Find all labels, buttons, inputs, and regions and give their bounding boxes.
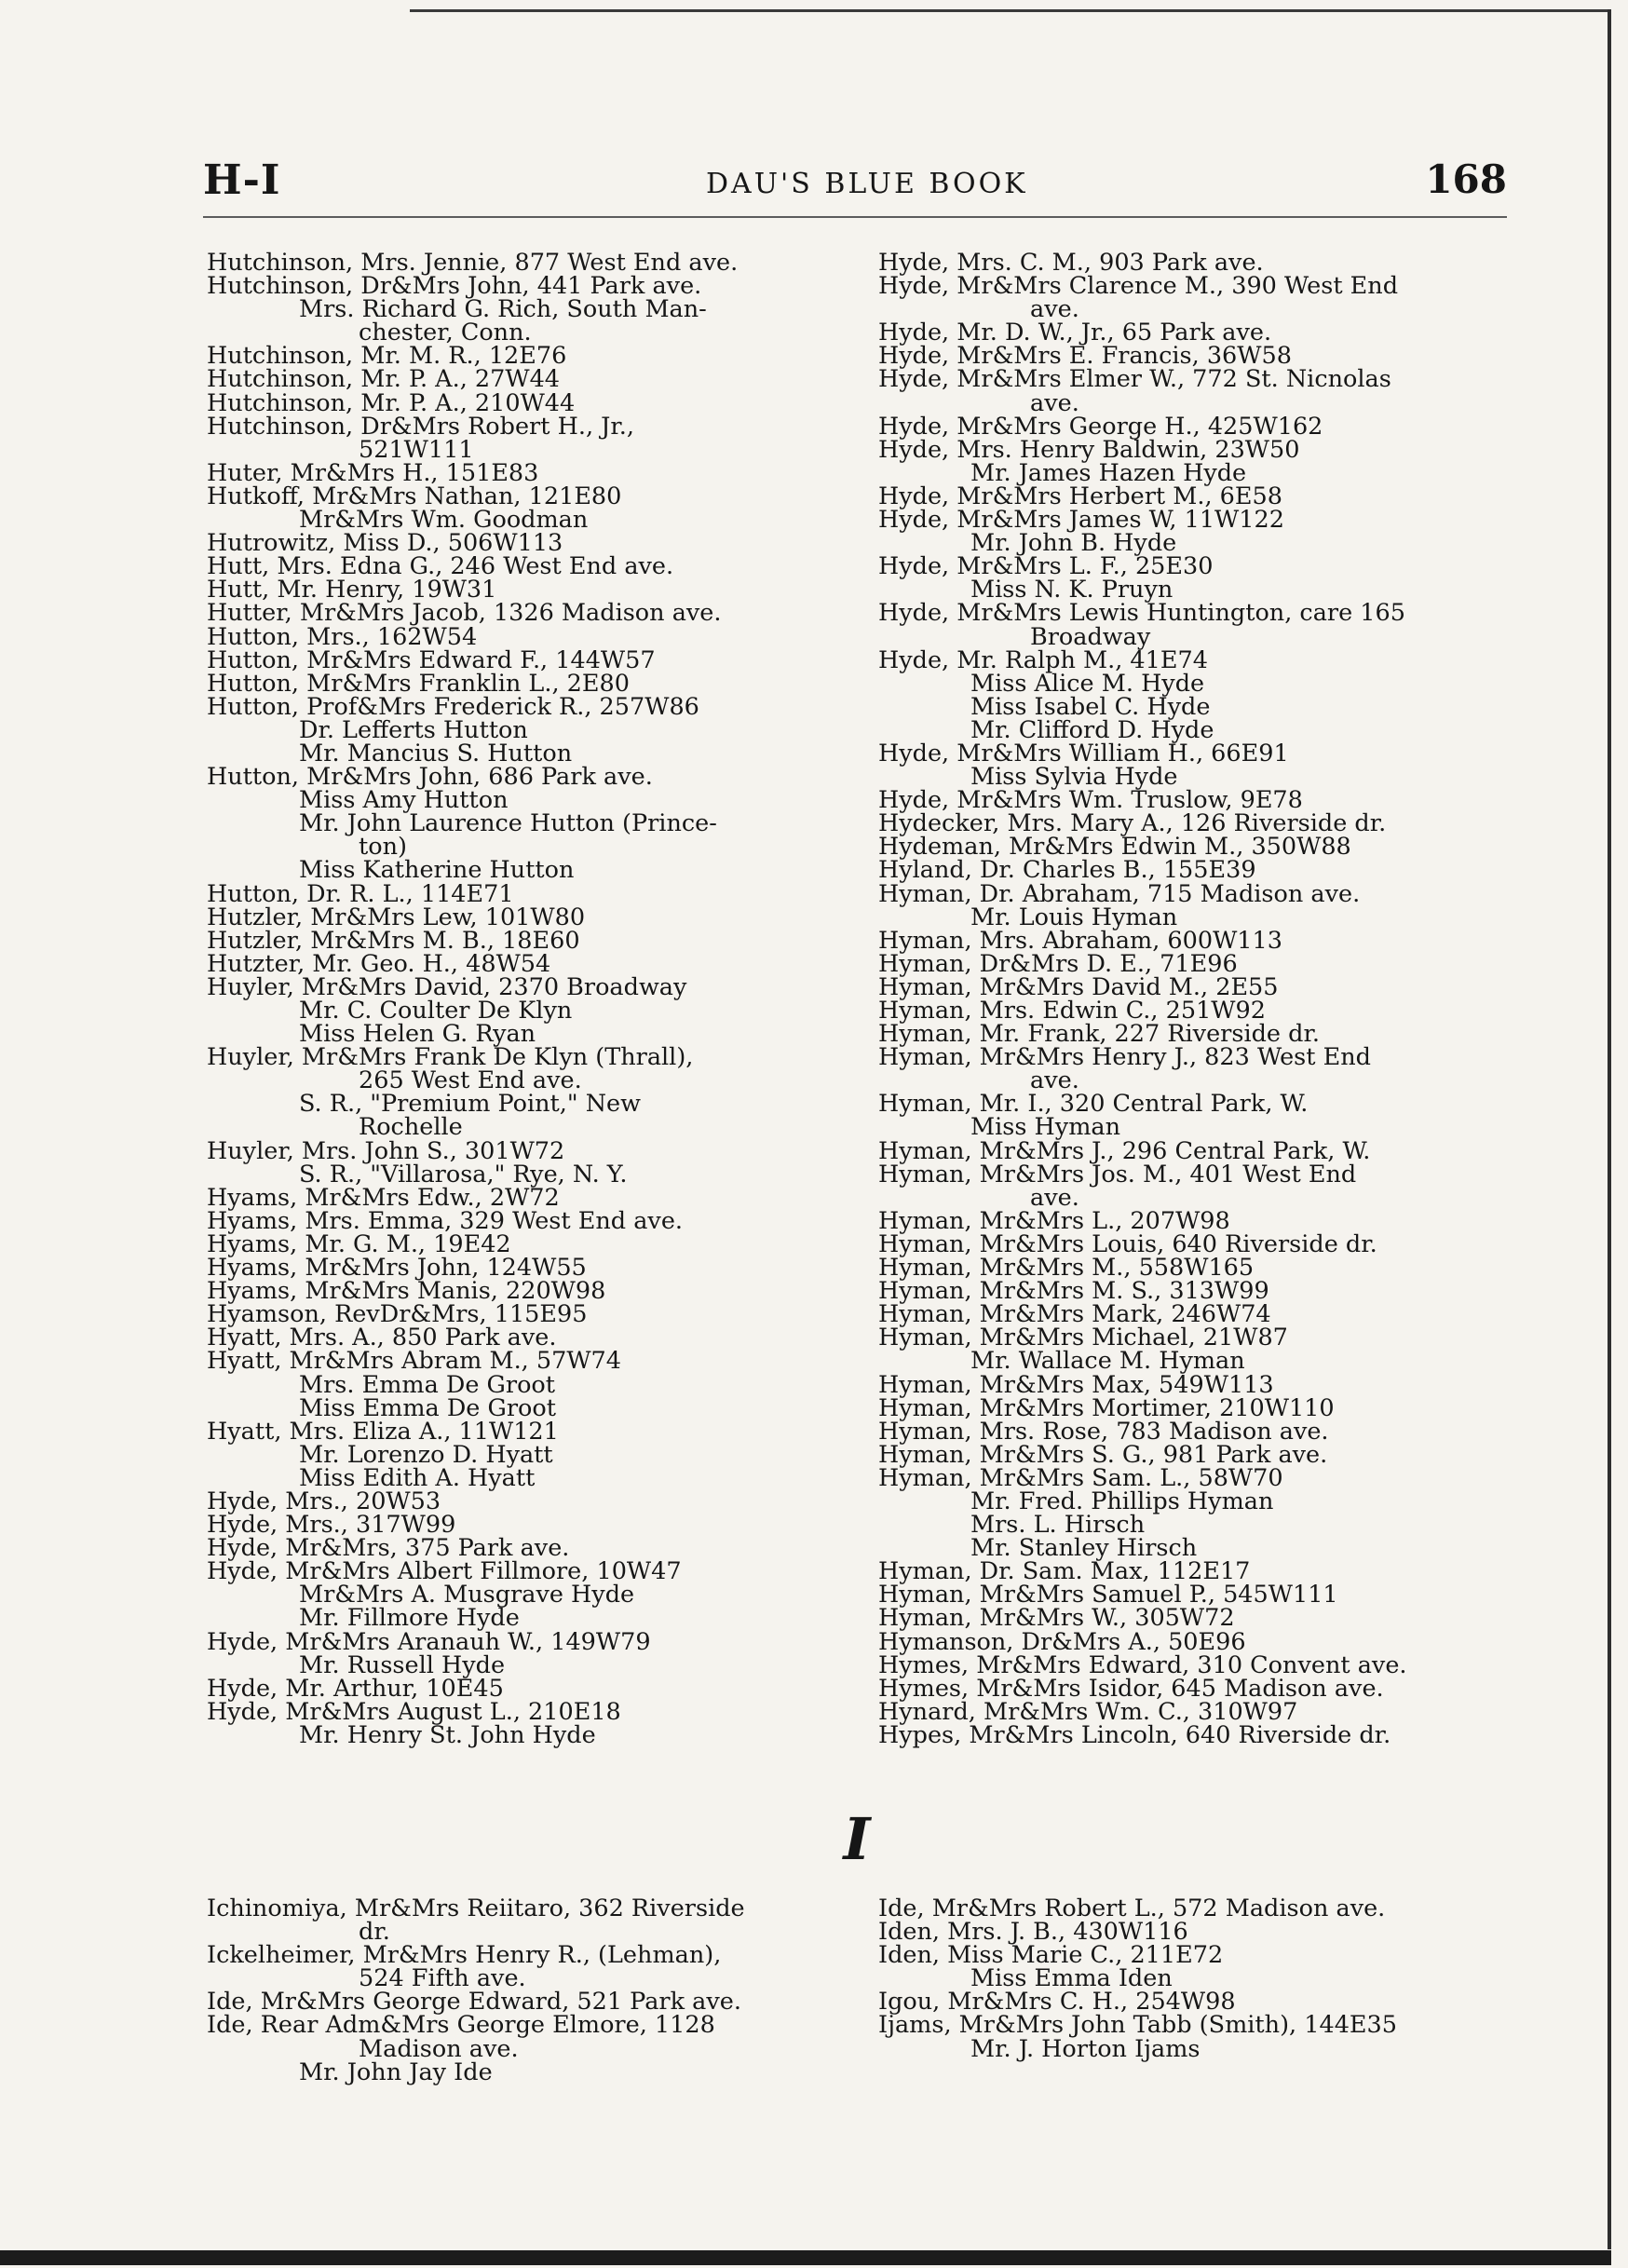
directory-entry-continuation: ave.	[1030, 1066, 1079, 1095]
directory-entry: Hyams, Mr&Mrs Manis, 220W98	[207, 1277, 606, 1306]
book-title: DAU'S BLUE BOOK	[706, 168, 1028, 200]
directory-entry: Hutton, Dr. R. L., 114E71	[207, 879, 514, 908]
directory-entry: Hyde, Mrs., 20W53	[207, 1487, 441, 1515]
directory-entry: Hyman, Mrs. Edwin C., 251W92	[878, 997, 1266, 1025]
directory-entry: Hyde, Mr&Mrs William H., 66E91	[878, 739, 1289, 767]
directory-entry: Hutton, Mr&Mrs John, 686 Park ave.	[207, 763, 653, 792]
directory-entry-continuation: S. R., "Villarosa," Rye, N. Y.	[299, 1160, 628, 1188]
directory-entry-continuation: Mr. Mancius S. Hutton	[299, 739, 573, 767]
directory-entry: Hyman, Mr&Mrs Mortimer, 210W110	[878, 1393, 1335, 1422]
directory-entry: Hyman, Mr&Mrs Mark, 246W74	[878, 1300, 1271, 1329]
directory-entry-continuation: Mr&Mrs Wm. Goodman	[299, 506, 589, 535]
directory-entry-continuation: Miss Amy Hutton	[299, 786, 509, 815]
section-range: H-I	[203, 156, 281, 204]
directory-entry-continuation: chester, Conn.	[359, 319, 532, 347]
directory-entry-continuation: Miss Alice M. Hyde	[970, 669, 1205, 698]
directory-entry: Hypes, Mr&Mrs Lincoln, 640 Riverside dr.	[878, 1720, 1391, 1749]
directory-entry: Hydeman, Mr&Mrs Edwin M., 350W88	[878, 833, 1351, 862]
directory-entry: Hyman, Mr&Mrs Sam. L., 58W70	[878, 1463, 1283, 1492]
directory-entry-continuation: Miss Hyman	[970, 1113, 1120, 1142]
directory-entry: Hyman, Mr&Mrs Jos. M., 401 West End	[878, 1160, 1357, 1188]
directory-entry: Hyman, Mr&Mrs L., 207W98	[878, 1206, 1230, 1235]
directory-entry-continuation: ave.	[1030, 1183, 1079, 1212]
directory-entry: Hyde, Mr&Mrs E. Francis, 36W58	[878, 342, 1292, 371]
directory-entry-continuation: dr.	[359, 1918, 390, 1947]
directory-entry: Hutt, Mr. Henry, 19W31	[207, 576, 497, 604]
directory-entry: Hyman, Mr&Mrs David M., 2E55	[878, 972, 1279, 1001]
directory-entry: Hutchinson, Dr&Mrs Robert H., Jr.,	[207, 412, 634, 441]
directory-entry-continuation: ave.	[1030, 295, 1079, 324]
directory-entry: Hutzler, Mr&Mrs M. B., 18E60	[207, 926, 580, 955]
directory-entry: Hyman, Dr. Abraham, 715 Madison ave.	[878, 879, 1361, 908]
directory-entry: Hutton, Prof&Mrs Frederick R., 257W86	[207, 692, 699, 721]
page-number: 168	[1425, 156, 1507, 202]
directory-entry: Hymanson, Dr&Mrs A., 50E96	[878, 1627, 1246, 1656]
directory-entry: Hyams, Mrs. Emma, 329 West End ave.	[207, 1206, 684, 1235]
directory-entry: Hutrowitz, Miss D., 506W113	[207, 529, 563, 558]
directory-entry: Hyman, Mr&Mrs Henry J., 823 West End	[878, 1043, 1371, 1072]
directory-column-h-right	[878, 251, 1521, 1747]
directory-entry-continuation: Mr. Lorenzo D. Hyatt	[299, 1440, 553, 1469]
directory-column-h-left	[207, 251, 849, 1747]
directory-entry: Hyman, Mrs. Abraham, 600W113	[878, 926, 1282, 955]
directory-entry-continuation: Dr. Lefferts Hutton	[299, 715, 528, 744]
directory-entry: Hutton, Mrs., 162W54	[207, 622, 478, 651]
directory-entry: Hyde, Mrs., 317W99	[207, 1511, 456, 1540]
directory-entry-continuation: Mr. Fred. Phillips Hyman	[970, 1487, 1274, 1515]
directory-entry: Hyman, Mr&Mrs S. G., 981 Park ave.	[878, 1440, 1328, 1469]
directory-entry-continuation: Mr. Henry St. John Hyde	[299, 1720, 596, 1749]
directory-entry: Hyman, Mr. Frank, 227 Riverside dr.	[878, 1020, 1320, 1049]
directory-entry-continuation: Mr. John Jay Ide	[299, 2057, 493, 2086]
scan-bottom-edge	[0, 2250, 1611, 2265]
directory-entry-continuation: Miss Emma Iden	[970, 1964, 1173, 1993]
directory-entry: Hutzter, Mr. Geo. H., 48W54	[207, 949, 551, 978]
directory-entry: Hyde, Mrs. C. M., 903 Park ave.	[878, 249, 1264, 277]
directory-entry-continuation: Miss Helen G. Ryan	[299, 1020, 536, 1049]
directory-entry: Hyde, Mr. Ralph M., 41E74	[878, 645, 1208, 674]
directory-column-i-right	[878, 1897, 1521, 2061]
directory-entry: Hyde, Mr&Mrs Wm. Truslow, 9E78	[878, 786, 1303, 815]
directory-entry: Hyde, Mr&Mrs August L., 210E18	[207, 1697, 621, 1726]
directory-entry: Hyde, Mrs. Henry Baldwin, 23W50	[878, 435, 1300, 464]
directory-entry-continuation: 521W111	[359, 435, 474, 464]
directory-entry: Hyman, Dr. Sam. Max, 112E17	[878, 1557, 1251, 1586]
directory-entry-continuation: Mr. Clifford D. Hyde	[970, 715, 1214, 744]
directory-entry-continuation: Mr&Mrs A. Musgrave Hyde	[299, 1581, 635, 1609]
section-letter-i: I	[843, 1805, 871, 1873]
directory-entry-continuation: Mr. J. Horton Ijams	[970, 2034, 1201, 2063]
scan-right-edge	[1608, 9, 1611, 2249]
directory-entry: Ide, Mr&Mrs George Edward, 521 Park ave.	[207, 1988, 741, 2017]
directory-entry-continuation: Mr. Fillmore Hyde	[299, 1604, 520, 1633]
directory-entry: Hyde, Mr&Mrs Albert Fillmore, 10W47	[207, 1557, 682, 1586]
directory-entry: Hyams, Mr&Mrs Edw., 2W72	[207, 1183, 560, 1212]
directory-entry-continuation: Miss Katherine Hutton	[299, 856, 575, 885]
directory-entry: Hyman, Mr&Mrs M. S., 313W99	[878, 1277, 1269, 1306]
directory-entry: Hyman, Mr&Mrs Michael, 21W87	[878, 1324, 1288, 1352]
directory-entry: Hyde, Mr&Mrs George H., 425W162	[878, 412, 1323, 441]
directory-entry: Huyler, Mr&Mrs Frank De Klyn (Thrall),	[207, 1043, 694, 1072]
directory-entry: Hyman, Mr&Mrs J., 296 Central Park, W.	[878, 1136, 1371, 1165]
directory-entry: Hutter, Mr&Mrs Jacob, 1326 Madison ave.	[207, 599, 722, 628]
directory-entry: Hyman, Mrs. Rose, 783 Madison ave.	[878, 1417, 1329, 1446]
directory-entry-continuation: Mr. James Hazen Hyde	[970, 458, 1247, 487]
scan-top-rule	[410, 9, 1611, 12]
directory-entry: Hynard, Mr&Mrs Wm. C., 310W97	[878, 1697, 1298, 1726]
directory-entry: Hyman, Dr&Mrs D. E., 71E96	[878, 949, 1238, 978]
directory-entry-continuation: Mr. Russell Hyde	[299, 1650, 506, 1679]
directory-entry: Igou, Mr&Mrs C. H., 254W98	[878, 1988, 1236, 2017]
directory-column-i-left	[207, 1897, 849, 2085]
directory-entry: Hyde, Mr&Mrs Herbert M., 6E58	[878, 482, 1282, 510]
directory-entry-continuation: Mr. Louis Hyman	[970, 903, 1178, 931]
directory-entry-continuation: Madison ave.	[359, 2034, 519, 2063]
directory-entry: Hyde, Mr&Mrs Aranauh W., 149W79	[207, 1627, 651, 1656]
directory-entry: Hutchinson, Mr. P. A., 210W44	[207, 388, 576, 417]
directory-entry: Huyler, Mr&Mrs David, 2370 Broadway	[207, 972, 687, 1001]
directory-entry: Hyman, Mr&Mrs Louis, 640 Riverside dr.	[878, 1229, 1377, 1258]
directory-entry: Hutchinson, Mrs. Jennie, 877 West End ave.	[207, 249, 739, 277]
directory-entry: Hyams, Mr&Mrs John, 124W55	[207, 1254, 587, 1283]
directory-entry: Ichinomiya, Mr&Mrs Reiitaro, 362 Riverside	[207, 1895, 745, 1922]
directory-entry: Hymes, Mr&Mrs Edward, 310 Convent ave.	[878, 1650, 1407, 1679]
directory-entry: Hydecker, Mrs. Mary A., 126 Riverside dr.	[878, 809, 1387, 838]
directory-entry-continuation: Mrs. Emma De Groot	[299, 1370, 556, 1399]
directory-entry: Hyman, Mr. I., 320 Central Park, W.	[878, 1090, 1309, 1119]
directory-entry: Hutt, Mrs. Edna G., 246 West End ave.	[207, 552, 674, 581]
directory-entry: Ijams, Mr&Mrs John Tabb (Smith), 144E35	[878, 2011, 1397, 2040]
directory-entry-continuation: Miss Emma De Groot	[299, 1393, 556, 1422]
directory-entry: Hutchinson, Mr. M. R., 12E76	[207, 342, 567, 371]
directory-entry: Hymes, Mr&Mrs Isidor, 645 Madison ave.	[878, 1674, 1384, 1703]
directory-entry-continuation: Miss N. K. Pruyn	[970, 576, 1174, 604]
directory-entry-continuation: Mr. Stanley Hirsch	[970, 1534, 1198, 1563]
directory-entry: Hyman, Mr&Mrs W., 305W72	[878, 1604, 1235, 1633]
directory-entry-continuation: Mr. Wallace M. Hyman	[970, 1347, 1245, 1376]
directory-entry: Hutchinson, Mr. P. A., 27W44	[207, 365, 561, 394]
directory-entry: Hutzler, Mr&Mrs Lew, 101W80	[207, 903, 586, 931]
directory-entry: Hyde, Mr&Mrs Elmer W., 772 St. Nicnolas	[878, 365, 1391, 394]
directory-entry: Hyde, Mr&Mrs, 375 Park ave.	[207, 1534, 570, 1563]
directory-entry: Hutton, Mr&Mrs Franklin L., 2E80	[207, 669, 630, 698]
directory-entry: Huyler, Mrs. John S., 301W72	[207, 1136, 565, 1165]
directory-entry: Hyde, Mr&Mrs James W, 11W122	[878, 506, 1284, 535]
directory-entry: Hyamson, RevDr&Mrs, 115E95	[207, 1300, 588, 1329]
directory-entry: Hyatt, Mrs. A., 850 Park ave.	[207, 1324, 557, 1352]
directory-entry: Iden, Miss Marie C., 211E72	[878, 1941, 1224, 1970]
directory-entry-continuation: Rochelle	[359, 1113, 463, 1142]
directory-entry: Iden, Mrs. J. B., 430W116	[878, 1918, 1188, 1947]
directory-entry-continuation: ton)	[359, 833, 407, 862]
directory-entry: Ide, Mr&Mrs Robert L., 572 Madison ave.	[878, 1895, 1386, 1922]
directory-entry-continuation: Mr. C. Coulter De Klyn	[299, 997, 573, 1025]
directory-entry-continuation: Mrs. L. Hirsch	[970, 1511, 1146, 1540]
directory-entry: Hyams, Mr. G. M., 19E42	[207, 1229, 511, 1258]
directory-entry: Hutton, Mr&Mrs Edward F., 144W57	[207, 645, 656, 674]
directory-entry: Hyde, Mr&Mrs Clarence M., 390 West End	[878, 272, 1399, 301]
page-header	[203, 156, 1507, 212]
directory-entry: Hutchinson, Dr&Mrs John, 441 Park ave.	[207, 272, 702, 301]
directory-entry: Hyde, Mr. D. W., Jr., 65 Park ave.	[878, 319, 1272, 347]
directory-entry: Ide, Rear Adm&Mrs George Elmore, 1128	[207, 2011, 715, 2040]
directory-entry: Hutkoff, Mr&Mrs Nathan, 121E80	[207, 482, 622, 510]
directory-entry-continuation: Mrs. Richard G. Rich, South Man-	[299, 295, 707, 324]
directory-entry-continuation: Mr. John B. Hyde	[970, 529, 1177, 558]
directory-entry: Hyatt, Mrs. Eliza A., 11W121	[207, 1417, 559, 1446]
directory-entry-continuation: S. R., "Premium Point," New	[299, 1090, 641, 1119]
directory-entry-continuation: Miss Sylvia Hyde	[970, 763, 1178, 792]
directory-entry-continuation: Miss Isabel C. Hyde	[970, 692, 1211, 721]
directory-entry-continuation: 524 Fifth ave.	[359, 1964, 526, 1993]
directory-entry: Hyde, Mr. Arthur, 10E45	[207, 1674, 504, 1703]
directory-entry-continuation: Miss Edith A. Hyatt	[299, 1463, 536, 1492]
directory-entry-continuation: Broadway	[1030, 622, 1151, 651]
directory-entry: Hyatt, Mr&Mrs Abram M., 57W74	[207, 1347, 621, 1376]
directory-entry: Hyde, Mr&Mrs Lewis Huntington, care 165	[878, 599, 1405, 628]
directory-entry: Hyland, Dr. Charles B., 155E39	[878, 856, 1256, 885]
directory-entry-continuation: Mr. John Laurence Hutton (Prince-	[299, 809, 717, 838]
directory-entry: Hyde, Mr&Mrs L. F., 25E30	[878, 552, 1214, 581]
directory-entry-continuation: ave.	[1030, 388, 1079, 417]
directory-entry: Hyman, Mr&Mrs Samuel P., 545W111	[878, 1581, 1338, 1609]
directory-entry: Hyman, Mr&Mrs Max, 549W113	[878, 1370, 1274, 1399]
directory-entry: Huter, Mr&Mrs H., 151E83	[207, 458, 539, 487]
directory-entry-continuation: 265 West End ave.	[359, 1066, 582, 1095]
header-rule	[203, 216, 1507, 218]
directory-entry: Ickelheimer, Mr&Mrs Henry R., (Lehman),	[207, 1941, 722, 1970]
directory-entry: Hyman, Mr&Mrs M., 558W165	[878, 1254, 1255, 1283]
